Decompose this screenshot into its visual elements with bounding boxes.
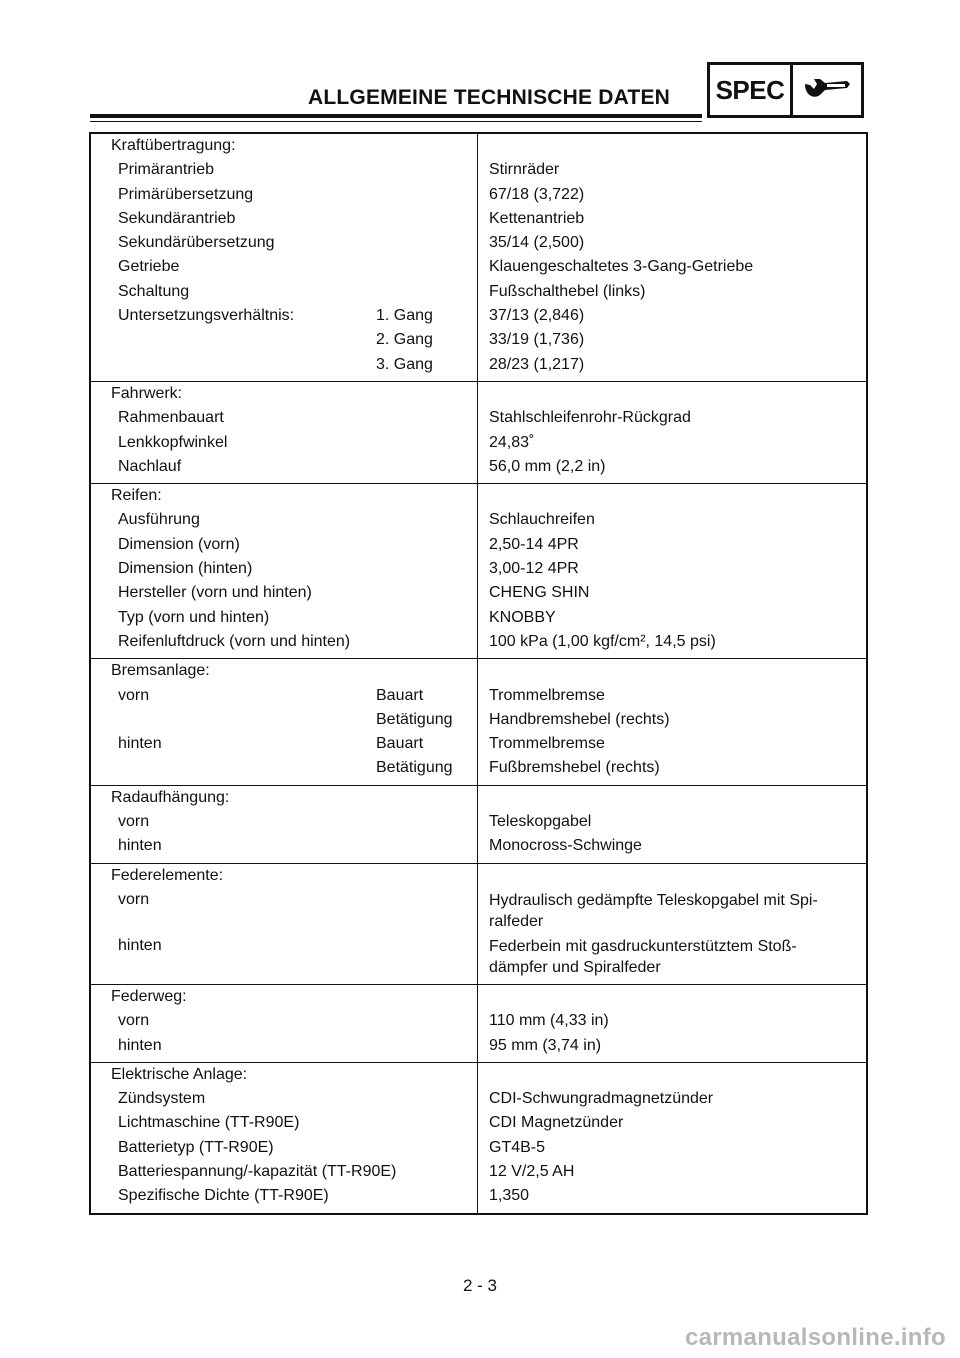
spec-label: Typ (vorn und hinten) — [118, 608, 270, 626]
spec-row — [91, 353, 866, 377]
spec-label: Ausführung — [118, 511, 200, 529]
section-heading: Federweg: — [111, 987, 187, 1005]
spec-value: Teleskopgabel — [489, 813, 592, 831]
spec-row — [91, 732, 866, 756]
spec-label: hinten — [118, 1036, 162, 1054]
spec-row — [91, 183, 866, 207]
spec-row — [91, 455, 866, 479]
spec-value: 56,0 mm (2,2 in) — [489, 457, 606, 475]
spec-section — [91, 984, 866, 1062]
spec-value: Kettenantrieb — [489, 209, 585, 227]
spec-value: Handbremshebel (rechts) — [489, 710, 670, 728]
spec-value: Schlauchreifen — [489, 511, 595, 529]
spec-row — [91, 1136, 866, 1160]
spec-row — [91, 508, 866, 532]
spec-label: Reifenluftdruck (vorn und hinten) — [118, 632, 351, 650]
spec-value: 67/18 (3,722) — [489, 185, 585, 203]
spec-value: Federbein mit gasdruckunterstütztem Stoß- dämpfer und Spiralfeder — [489, 937, 797, 976]
spec-row — [91, 1087, 866, 1111]
section-heading: Bremsanlage: — [111, 662, 210, 680]
spec-value: Klauengeschaltetes 3-Gang-Getriebe — [489, 258, 754, 276]
spec-label: Primärübersetzung — [118, 185, 254, 203]
spec-label: Dimension (hinten) — [118, 560, 253, 578]
spec-value: 3,00-12 4PR — [489, 560, 579, 578]
spec-sublabel: Betätigung — [376, 710, 453, 728]
spec-value: Monocross-Schwinge — [489, 837, 642, 855]
page-number: 2 - 3 — [462, 1276, 498, 1295]
spec-label: Dimension (vorn) — [118, 535, 240, 553]
spec-row — [91, 533, 866, 557]
spec-label: Getriebe — [118, 258, 180, 276]
spec-row — [91, 1009, 866, 1033]
spec-row — [91, 304, 866, 328]
header-rule — [90, 114, 702, 118]
spec-row — [91, 255, 866, 279]
spec-value: 100 kPa (1,00 kgf/cm², 14,5 psi) — [489, 632, 716, 650]
section-heading-row — [91, 659, 866, 683]
spec-badge — [707, 62, 864, 118]
spec-value: 95 mm (3,74 in) — [489, 1036, 602, 1054]
spec-sublabel: Betätigung — [376, 759, 453, 777]
spec-section — [91, 658, 866, 784]
watermark: carmanualsonline.info — [684, 1324, 946, 1351]
spec-label: Batteriespannung/-kapazität (TT-R90E) — [118, 1162, 397, 1180]
spec-label: hinten — [118, 936, 162, 954]
spec-row — [91, 934, 866, 980]
section-heading: Radaufhängung: — [111, 788, 230, 806]
spec-value: Stirnräder — [489, 161, 560, 179]
spec-label: Hersteller (vorn und hinten) — [118, 584, 312, 602]
spec-row — [91, 810, 866, 834]
spec-label: Untersetzungsverhältnis: — [118, 307, 295, 325]
spec-row — [91, 207, 866, 231]
spec-row — [91, 1184, 866, 1208]
spec-section — [91, 483, 866, 658]
page-title: ALLGEMEINE TECHNISCHE DATEN — [308, 86, 671, 109]
spec-row — [91, 431, 866, 455]
spec-label: hinten — [118, 837, 162, 855]
spec-value: CDI-Schwungradmagnetzünder — [489, 1090, 714, 1108]
spec-value: Hydraulisch gedämpfte Teleskopgabel mit Spi- ralfeder — [489, 891, 818, 930]
spec-value: Trommelbremse — [489, 686, 605, 704]
spec-label: Sekundärantrieb — [118, 209, 236, 227]
spec-label: vorn — [118, 890, 150, 908]
spec-row — [91, 581, 866, 605]
spec-badge-label: SPEC — [710, 65, 793, 115]
spec-row — [91, 888, 866, 934]
spec-sublabel: 2. Gang — [376, 331, 433, 349]
section-heading-row — [91, 134, 866, 158]
spec-row — [91, 1160, 866, 1184]
spec-section — [91, 1062, 866, 1213]
spec-row — [91, 280, 866, 304]
spec-row — [91, 1111, 866, 1135]
spec-row — [91, 158, 866, 182]
spec-value: 35/14 (2,500) — [489, 234, 585, 252]
spec-label: Sekundärübersetzung — [118, 234, 275, 252]
spec-sublabel: 3. Gang — [376, 355, 433, 373]
spec-value: CHENG SHIN — [489, 584, 590, 602]
spec-value: Fußschalthebel (links) — [489, 282, 646, 300]
section-heading: Kraftübertragung: — [111, 137, 236, 154]
section-heading: Federelemente: — [111, 866, 224, 884]
spec-label: vorn — [118, 1012, 150, 1030]
spec-value: CDI Magnetzünder — [489, 1114, 624, 1132]
spec-sublabel: Bauart — [376, 735, 424, 753]
section-heading: Elektrische Anlage: — [111, 1065, 248, 1083]
spec-row — [91, 406, 866, 430]
section-heading-row — [91, 1063, 866, 1087]
spec-section — [91, 381, 866, 483]
wrench-icon — [801, 75, 853, 105]
section-heading-row — [91, 985, 866, 1009]
section-heading-row — [91, 382, 866, 406]
spec-label: Zündsystem — [118, 1090, 206, 1108]
header-rule-thin — [90, 121, 702, 122]
spec-row — [91, 231, 866, 255]
spec-label: Lenkkopfwinkel — [118, 433, 228, 451]
spec-value: Fußbremshebel (rechts) — [489, 759, 660, 777]
spec-label: vorn — [118, 686, 150, 704]
spec-table — [89, 132, 868, 1215]
spec-section — [91, 134, 866, 381]
spec-section — [91, 785, 866, 863]
spec-row — [91, 557, 866, 581]
section-heading-row — [91, 864, 866, 888]
section-heading: Fahrwerk: — [111, 384, 183, 402]
spec-sublabel: Bauart — [376, 686, 424, 704]
spec-label: Lichtmaschine (TT-R90E) — [118, 1114, 300, 1132]
spec-value: 37/13 (2,846) — [489, 307, 585, 325]
spec-value: Stahlschleifenrohr-Rückgrad — [489, 409, 691, 427]
spec-row — [91, 684, 866, 708]
spec-row — [91, 328, 866, 352]
spec-value: 33/19 (1,736) — [489, 331, 585, 349]
spec-value: 2,50-14 4PR — [489, 535, 579, 553]
section-heading-row — [91, 786, 866, 810]
spec-value: 1,350 — [489, 1187, 530, 1205]
spec-label: Primärantrieb — [118, 161, 215, 179]
spec-section — [91, 863, 866, 984]
spec-row — [91, 630, 866, 654]
spec-row — [91, 756, 866, 780]
spec-label: Nachlauf — [118, 457, 182, 475]
section-heading-row — [91, 484, 866, 508]
spec-row — [91, 1034, 866, 1058]
spec-label: Schaltung — [118, 282, 190, 300]
spec-value: 24,83˚ — [489, 433, 535, 451]
spec-label: Batterietyp (TT-R90E) — [118, 1138, 274, 1156]
spec-label: Rahmenbauart — [118, 409, 224, 427]
section-heading: Reifen: — [111, 487, 162, 505]
spec-value: GT4B-5 — [489, 1138, 546, 1156]
spec-row — [91, 708, 866, 732]
spec-sublabel: 1. Gang — [376, 307, 433, 325]
spec-value: 28/23 (1,217) — [489, 355, 585, 373]
spec-row — [91, 834, 866, 858]
spec-row — [91, 606, 866, 630]
spec-badge-icon-cell — [793, 65, 861, 115]
spec-value: 110 mm (4,33 in) — [489, 1012, 609, 1030]
spec-label: vorn — [118, 813, 150, 831]
spec-value: Trommelbremse — [489, 735, 605, 753]
spec-value: KNOBBY — [489, 608, 556, 626]
spec-value: 12 V/2,5 AH — [489, 1162, 575, 1180]
spec-label: Spezifische Dichte (TT-R90E) — [118, 1187, 329, 1205]
spec-label: hinten — [118, 735, 162, 753]
